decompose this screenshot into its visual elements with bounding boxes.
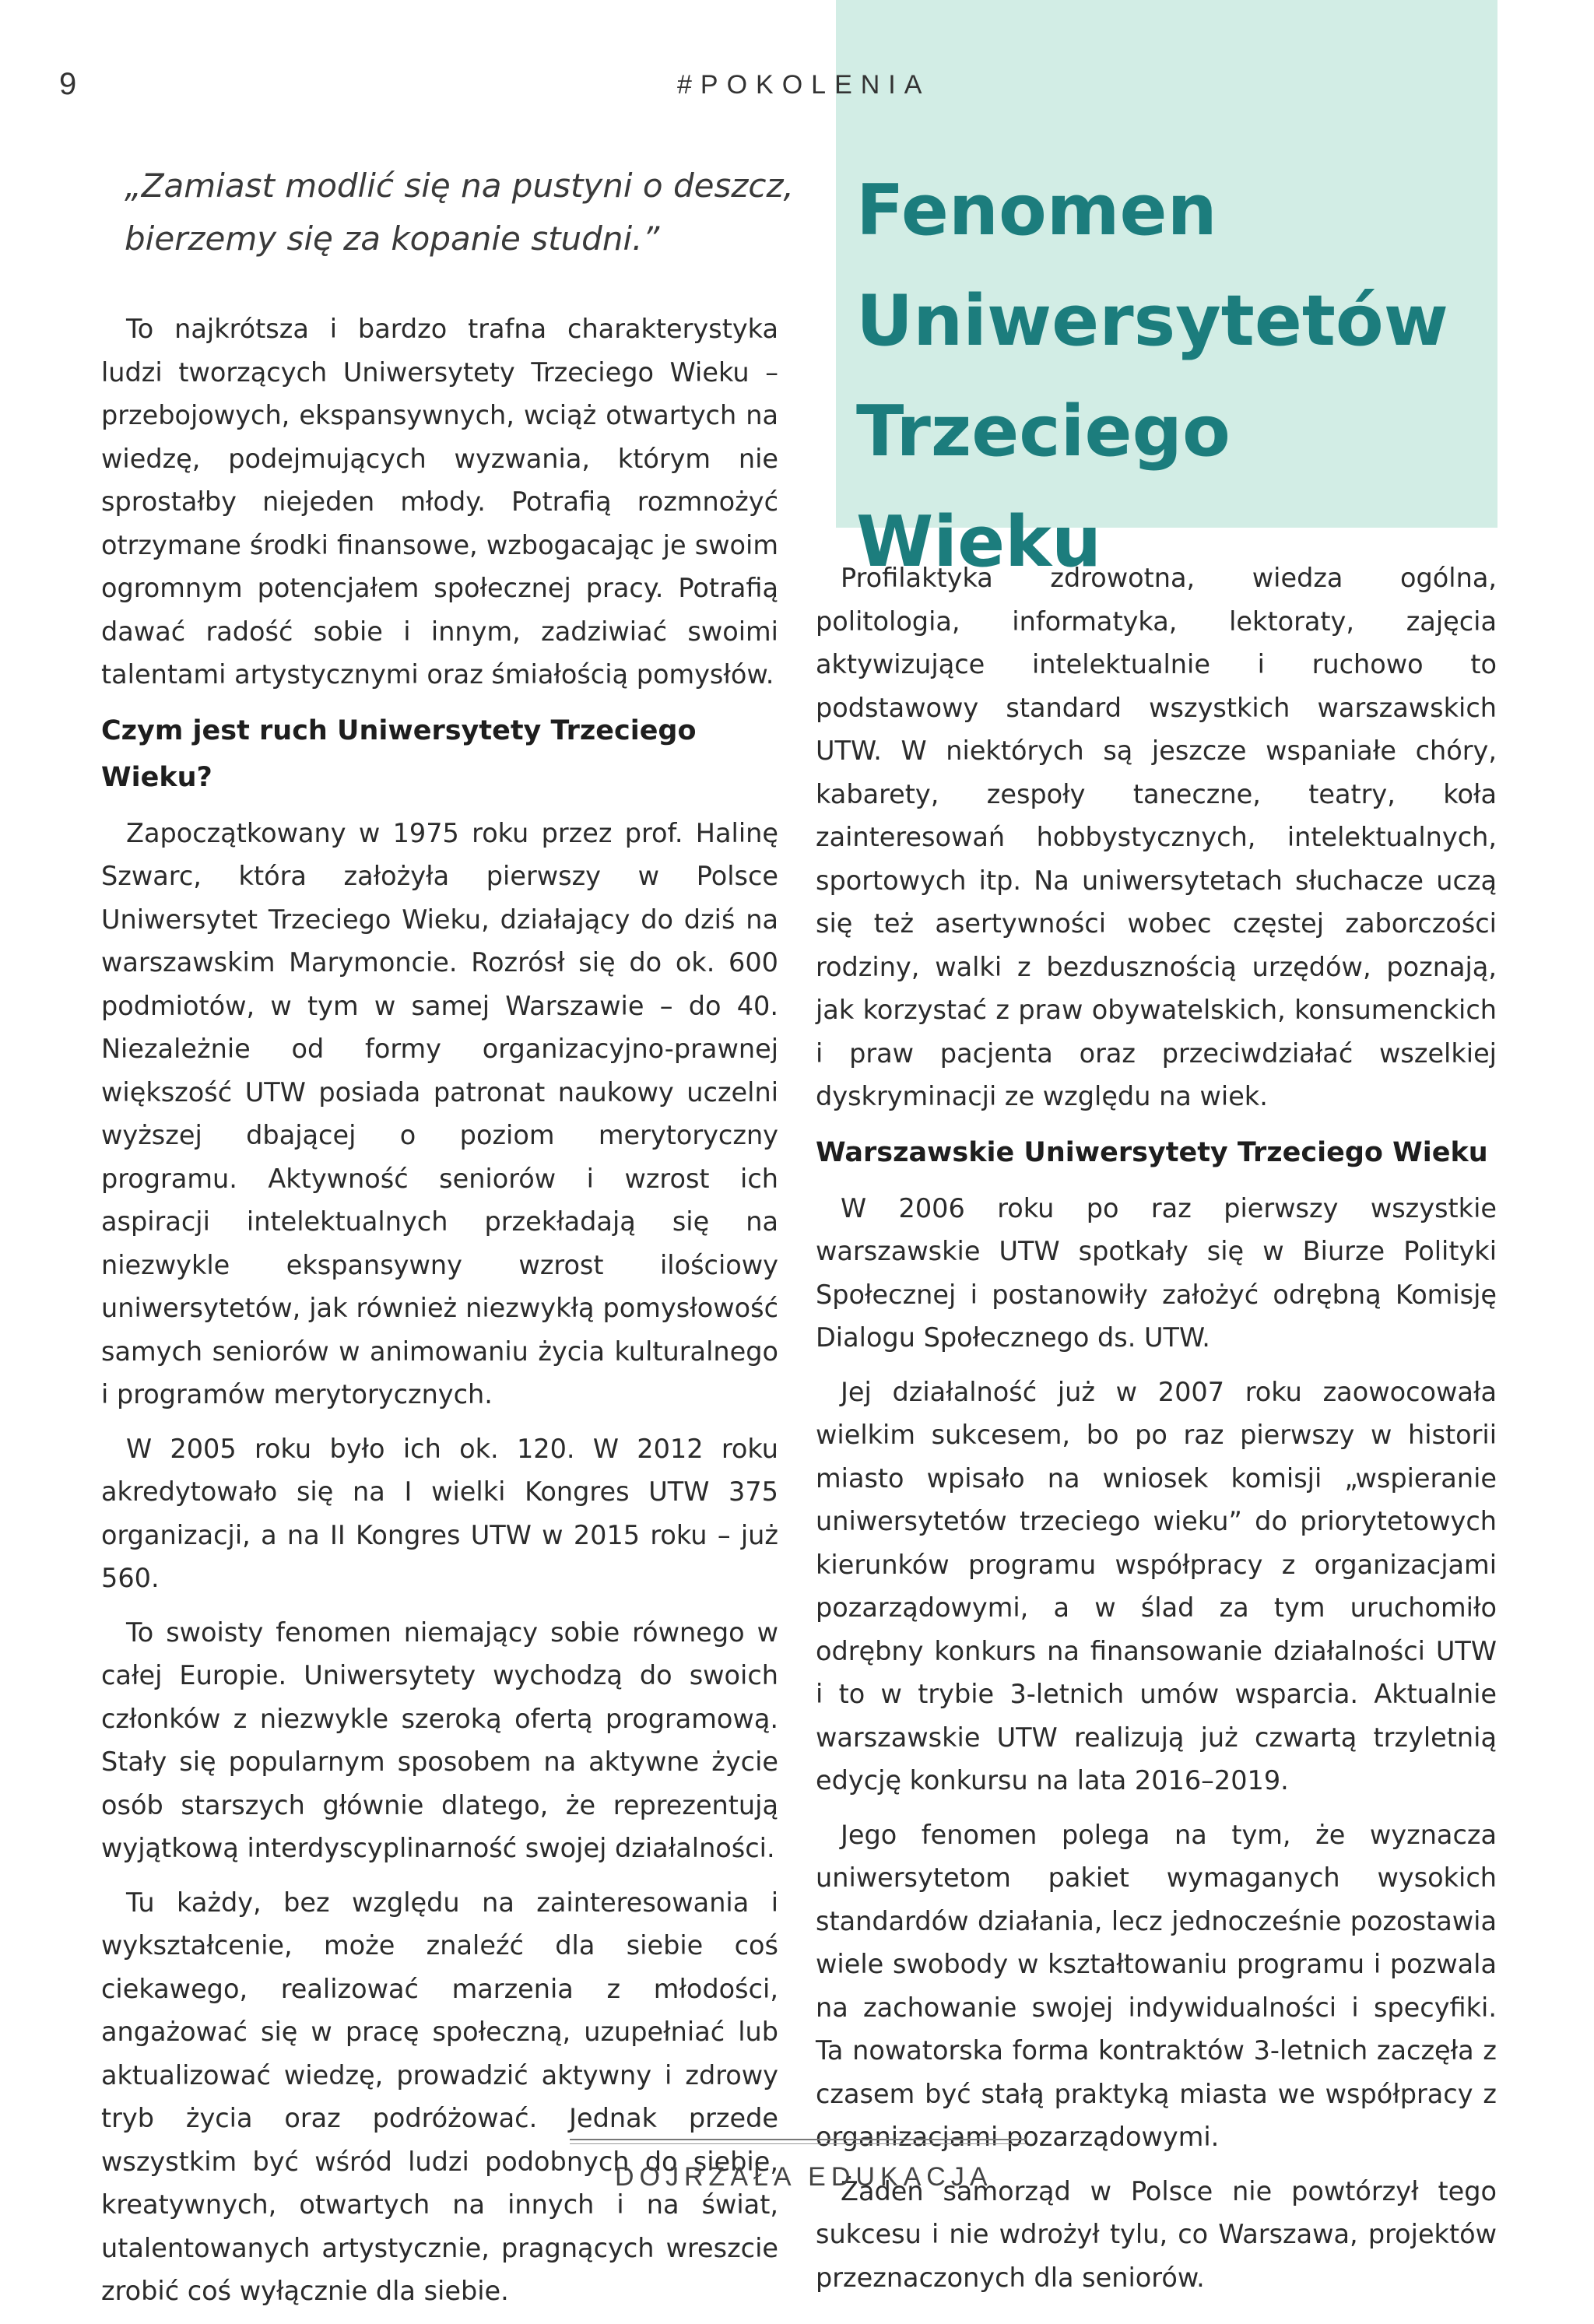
body-paragraph: Zapoczątkowany w 1975 roku przez prof. Halinę Szwarc, która założyła pierwszy w Polsce Uniwersytet Trzeciego Wieku, działający do dziś na warszawskim Marymoncie. Rozrósł się do ok. 600 podmiotów, w tym w samej Warszawie – do 40. Niezależnie od formy organizacyjno-prawnej większość UTW posiada patronat naukowy uczelni wyższej dbającej o poziom merytoryczny programu. Aktywność seniorów i wzrost ich aspiracji intelektualnych przekładają się na niezwykle ekspansywny wzrost ilościowy uniwersytetów, jak również niezwykłą pomysłowość samych seniorów w animowaniu życia kulturalnego i programów merytorycznych. — [101, 817, 778, 1409]
body-paragraph: Żaden samorząd w Polsce nie powtórzył tego sukcesu i nie wdrożył tylu, co Warszawa, projektów przeznaczonych dla seniorów. — [816, 2175, 1497, 2293]
body-paragraph: To swoisty fenomen niemający sobie równego w całej Europie. Uniwersytety wychodzą do swoich członków z niezwykle szeroką ofertą programową. Stały się popularnym sposobem na aktywne życie osób starszych głównie dlatego, że reprezentują wyjątkową interdyscyplinarność swojej działalności. — [101, 1617, 778, 1863]
body-paragraph: W 2005 roku było ich ok. 120. W 2012 roku akredytowało się na I wielki Kongres UTW 375 organizacji, a na II Kongres UTW w 2015 roku – już 560. — [101, 1433, 778, 1593]
intro-paragraph: To najkrótsza i bardzo trafna charakterystyka ludzi tworzących Uniwersytety Trzeciego Wieku – przebojowych, ekspansywnych, wciąż otwartych na wiedzę, podejmujących wyzwania, którym nie sprostałby niejeden młody. Potrafią rozmnożyć otrzymane środki finansowe, wzbogacając je swoim ogromnym potencjałem społecznej pracy. Potrafią dawać radość sobie i innym, zadziwiać swoimi talentami artystycznymi oraz śmiałością pomysłów. — [101, 314, 778, 690]
page-number: 9 — [59, 67, 77, 101]
article-title: Fenomen Uniwersytetów Trzeciego Wieku — [856, 170, 1448, 583]
section-tag: #POKOLENIA — [677, 70, 931, 100]
body-paragraph: Jego fenomen polega na tym, że wyznacza uniwersytetom pakiet wymaganych wysokich standardów działania, lecz jednocześnie pozostawia wiele swobody w kształtowaniu programu i pozwala na zachowanie swojej indywidualności i specyfiki. Ta nowatorska forma kontraktów 3-letnich zaczęła z czasem być stałą praktyką miasta we współpracy z organizacjami pozarządowymi. — [816, 1819, 1497, 2152]
body-paragraph: W 2006 roku po raz pierwszy wszystkie warszawskie UTW spotkały się w Biurze Polityki Społecznej i postanowiły założyć odrębną Komisję Dialogu Społecznego ds. UTW. — [816, 1192, 1497, 1353]
right-column — [816, 556, 1497, 2310]
section-heading: Czym jest ruch Uniwersytety Trzeciego Wieku? — [101, 714, 697, 793]
section-heading: Warszawskie Uniwersytety Trzeciego Wieku — [816, 1136, 1488, 1168]
body-paragraph: Jej działalność już w 2007 roku zaowocowała wielkim sukcesem, bo po raz pierwszy w historii miasto wpisało na wniosek komisji „wspieranie uniwersytetów trzeciego wieku” do priorytetowych kierunków programu współpracy z organizacjami pozarządowymi, a w ślad za tym uruchomiło odrębny konkurs na finansowanie działalności UTW i to w trybie 3-letnich umów wsparcia. Aktualnie warszawskie UTW realizują już czwartą trzyletnią edycję konkursu na lata 2016–2019. — [816, 1376, 1497, 1796]
footer-label: DOJRZAŁA EDUKACJA — [615, 2162, 993, 2192]
left-column — [101, 307, 778, 2324]
body-paragraph: Tu każdy, bez względu na zainteresowania i wykształcenie, może znaleźć dla siebie coś ciekawego, realizować marzenia z młodości, angażować się w pracę społeczną, uzupełniać lub aktualizować wiedzę, prowadzić aktywny i zdrowy tryb życia oraz podróżować. Jednak przede wszystkim być wśród ludzi podobnych do siebie, kreatywnych, otwartych na innych i na świat, utalentowanych artystycznie, pragnących wreszcie zrobić coś wyłącznie dla siebie. — [101, 1887, 778, 2306]
body-paragraph: Profilaktyka zdrowotna, wiedza ogólna, politologia, informatyka, lektoraty, zajęcia aktywizujące intelektualnie i ruchowo to podstawowy standard wszystkich warszawskich UTW. W niektórych są jeszcze wspaniałe chóry, kabarety, zespoły taneczne, teatry, koła zainteresowań hobbystycznych, intelektualnych, sportowych itp. Na uniwersytetach słuchacze uczą się też asertywności wobec częstej zaborczości rodziny, walki z bezdusznością urzędów, poznają, jak korzystać z praw obywatelskich, konsumenckich i praw pacjenta oraz przeciwdziałać wszelkiej dyskryminacji ze względu na wiek. — [816, 563, 1497, 1111]
pull-quote: „Zamiast modlić się na pustyni o deszcz, bierzemy się za kopanie studni.” — [125, 167, 794, 258]
footer-divider — [570, 2139, 1026, 2144]
